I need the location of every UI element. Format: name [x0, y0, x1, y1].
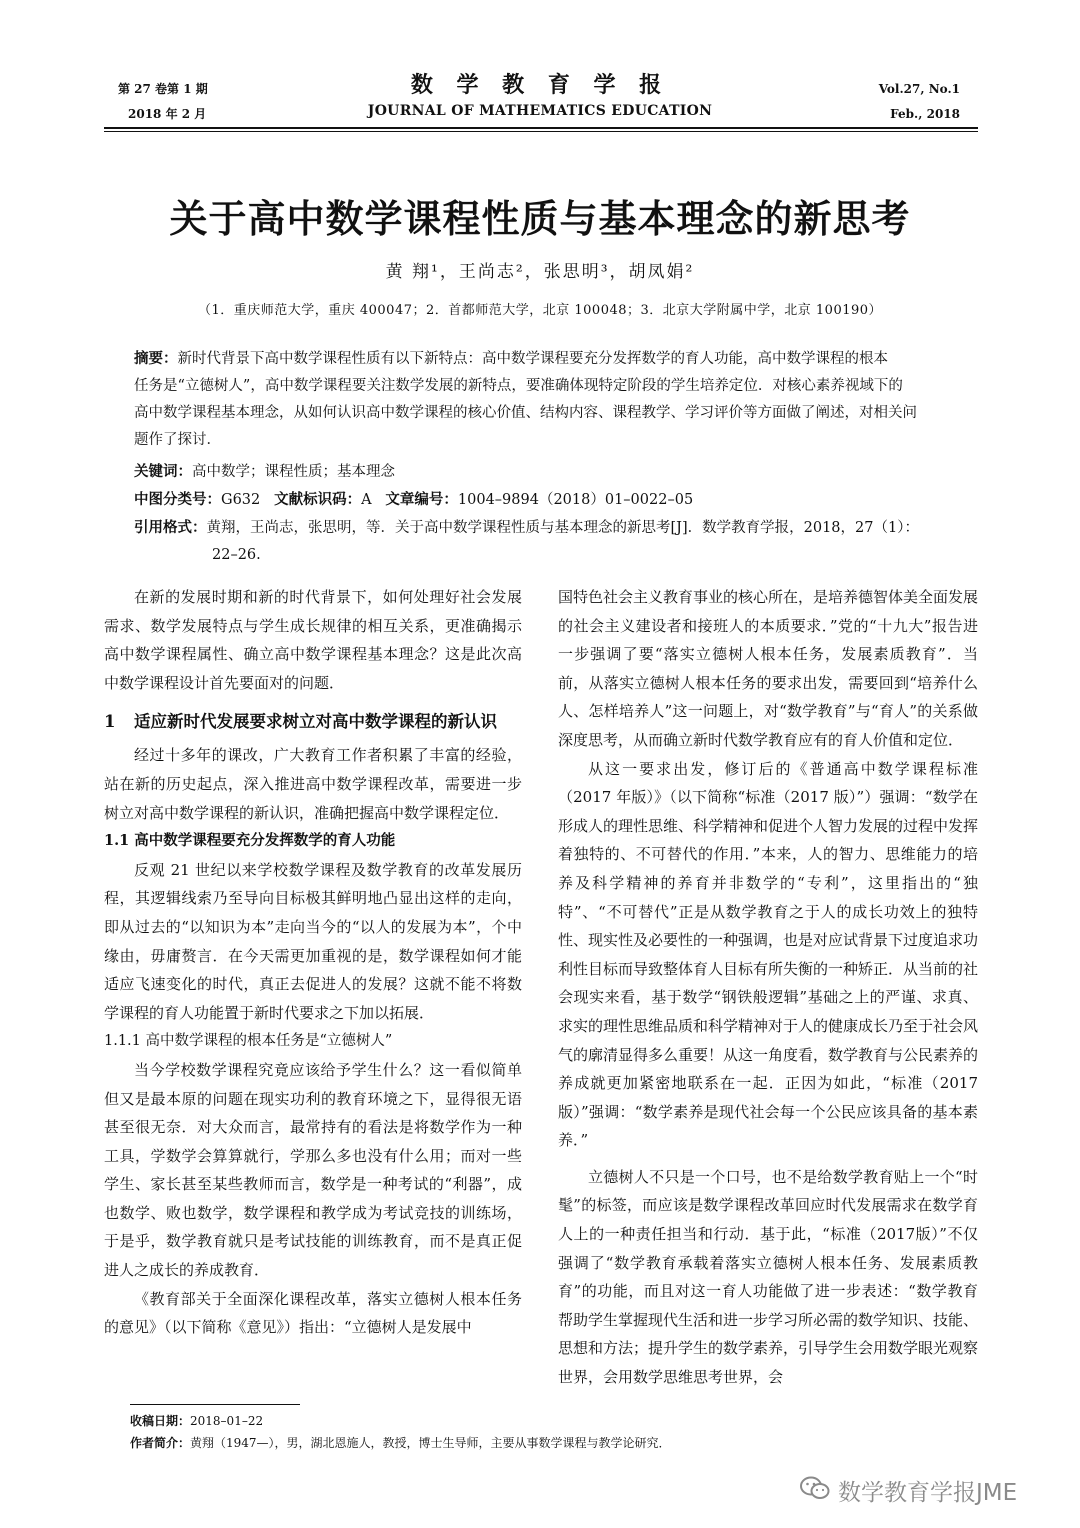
article-title: 关于高中数学课程性质与基本理念的新思考: [169, 196, 911, 241]
paragraph: 立德树人不只是一个口号，也不是给数学教育贴上一个“时髦”的标签，而应该是数学课程改革回应时代发展需求在数学育人上的一种责任担当和行动．基于此，“标准（2017版）”不仅强调了“数学教育承载着落实立德树人根本任务、发展素质教育”的功能，而且对这一育人功能做了进一步表述：“数学教育帮助学生掌握现代生活和进一步学习所必需的数学知识、技能、思想和方法；提升学生的数学素养，引导学生会用数学眼光观察世界，会用数学思维思考世界，会: [558, 1167, 979, 1387]
volume-issue-en: Vol.27, No.1: [878, 82, 960, 96]
affiliations: （1．重庆师范大学，重庆 400047；2．首都师范大学，北京 100048；3．北京大学附属中学，北京 100190）: [197, 303, 883, 318]
received-date: 收稿日期：2018–01–22: [130, 1414, 264, 1428]
date-en: Feb., 2018: [890, 107, 960, 121]
volume-issue-cn: 第 27 卷第 1 期: [118, 82, 208, 96]
header-rule-thin: [104, 131, 978, 132]
citation-line-2: 22–26.: [212, 547, 261, 563]
abstract-line: 题作了探讨．: [134, 432, 221, 448]
wechat-icon: [800, 1475, 830, 1507]
journal-title-en: JOURNAL OF MATHEMATICS EDUCATION: [367, 103, 713, 119]
watermark-text: 数学教育学报JME: [838, 1480, 1018, 1506]
header-rule: [104, 127, 978, 129]
abstract-block: [134, 345, 982, 569]
subsubsection-heading: 1.1.1 高中数学课程的根本任务是“立德树人”: [104, 1033, 393, 1050]
author-bio: 作者简介：黄翔（1947—），男，湖北恩施人，教授，博士生导师，主要从事数学课程与教学论研究．: [130, 1436, 671, 1450]
paragraph: 在新的发展时期和新的时代背景下，如何处理好社会发展需求、数学发展特点与学生成长规律的相互关系，更准确揭示高中数学课程属性、确立高中数学课程基本理念？这是此次高中数学课程设计首先要面对的问题．: [104, 588, 522, 692]
watermark: [800, 1474, 1017, 1507]
journal-title-cn: 数 学 教 育 学 报: [410, 72, 670, 98]
author-list: 黄 翔¹，王尚志²，张思明³，胡凤娟²: [385, 262, 695, 282]
subsection-heading: 1.1 高中数学课程要充分发挥数学的育人功能: [104, 832, 396, 850]
classification-line: 中图分类号：G632 文献标识码：A 文章编号：1004–9894（2018）01–0022–05: [134, 491, 694, 508]
left-column: [104, 583, 522, 1342]
paragraph: 从这一要求出发，修订后的《普通高中数学课程标准（2017 年版）》（以下简称“标准（2017 版）”）强调：“数学在形成人的理性思维、科学精神和促进个人智力发展的过程中发挥着独特的、不可替代的作用．”本来，人的智力、思维能力的培养及科学精神的养育并非数学的“专利”，这里指出的“独特”、“不可替代”正是从数学教育之于人的成长功效上的独特性、现实性及必要性的一种强调，也是对应试背景下过度追求功利性目标而导致整体育人目标有所失衡的一种矫正．从当前的社会现实来看，基于数学“钢铁般逻辑”基础之上的严谨、求真、求实的理性思维品质和科学精神对于人的健康成长乃至于社会风气的廓清显得多么重要！从这一角度看，数学教育与公民素养的养成就更加紧密地联系在一起．正因为如此，“标准（2017 版）”强调：“数学素养是现代社会每一个公民应该具备的基本素养．”: [558, 759, 979, 1150]
right-column: [558, 583, 978, 1392]
footnote-rule: [130, 1404, 300, 1405]
abstract-line: 任务是“立德树人”，高中数学课程要关注数学发展的新特点，要准确体现特定阶段的学生培养定位．对核心素养视域下的: [134, 378, 903, 394]
paragraph: 当今学校数学课程究竟应该给予学生什么？这一看似简单但又是最本原的问题在现实功利的教育环境之下，显得很无语甚至很无奈．对大众而言，最常持有的看法是将数学作为一种工具，学数学会算算就行，学那么多也没有什么用；而对一些学生、家长甚至某些教师而言，数学是一种考试的“利器”，成也数学、败也数学，数学课程和教学成为考试竞技的训练场，于是乎，数学教育就只是考试技能的训练教育，而不是真正促进人之成长的养成教育．: [104, 1060, 522, 1280]
abstract-line: 高中数学课程基本理念，从如何认识高中数学课程的核心价值、结构内容、课程教学、学习评价等方面做了阐述，对相关问: [134, 405, 917, 421]
paragraph: 国特色社会主义教育事业的核心所在，是培养德智体美全面发展的社会主义建设者和接班人的本质要求．”党的“十九大”报告进一步强调了要“落实立德树人根本任务，发展素质教育”．当前，从落实立德树人根本任务的要求出发，需要回到“培养什么人、怎样培养人”这一问题上，对“数学教育”与“育人”的关系做深度思考，从而确立新时代数学教育应有的育人价值和定位．: [558, 588, 979, 749]
paragraph: 《教育部关于全面深化课程改革，落实立德树人根本任务的意见》（以下简称《意见》）指出：“立德树人是发展中: [104, 1289, 522, 1337]
date-cn: 2018 年 2 月: [128, 107, 207, 121]
paragraph: 反观 21 世纪以来学校数学课程及数学教育的改革发展历程，其逻辑线索乃至导向目标极其鲜明地凸显出这样的走向，即从过去的“以知识为本”走向当今的“以人的发展为本”，个中缘由，毋庸赘言．在今天需更加重视的是，数学课程如何才能适应飞速变化的时代，真正去促进人的发展？这就不能不将数学课程的育人功能置于新时代要求之下加以拓展．: [104, 860, 522, 1022]
abstract-label: 摘要：: [134, 350, 178, 367]
section-heading: 1 适应新时代发展要求树立对高中数学课程的新认识: [104, 712, 497, 732]
abstract-line: 摘要：新时代背景下高中数学课程性质有以下新特点：高中数学课程要充分发挥数学的育人功能，高中数学课程的根本: [134, 350, 888, 367]
paragraph: 经过十多年的课改，广大教育工作者积累了丰富的经验，站在新的历史起点，深入推进高中数学课程改革，需要进一步树立对高中数学课程的新认识，准确把握高中数学课程定位．: [104, 746, 522, 822]
keywords-line: 关键词：高中数学；课程性质；基本理念: [134, 463, 395, 480]
citation-line: 引用格式：黄翔，王尚志，张思明，等．关于高中数学课程性质与基本理念的新思考[J]．数学教育学报，2018，27（1）：: [134, 519, 919, 536]
